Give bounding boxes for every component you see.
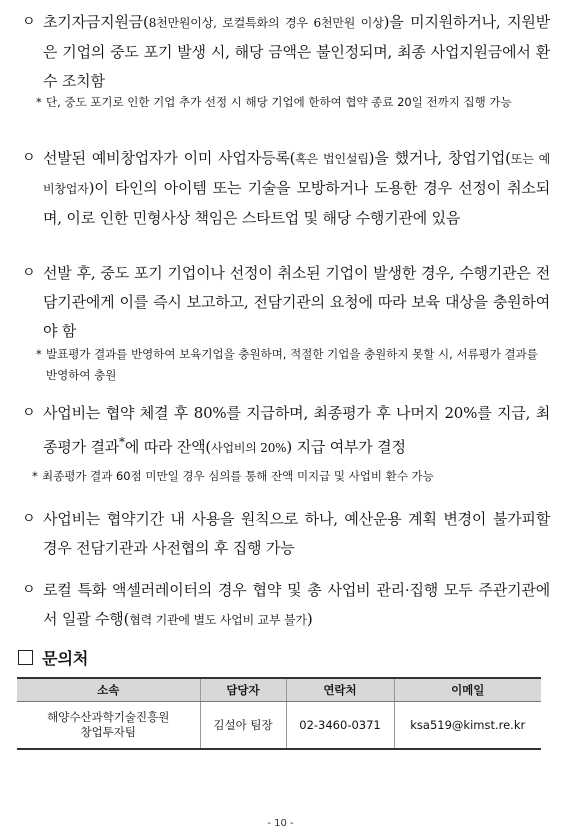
bullet-text-cont: )이 타인의 아이템 또는 기술을 모방하거나 도용한 경우 선정이 취소되며, 이로 인한 민형사상 책임은 스타트업 및 해당 수행기관에 있음 xyxy=(43,179,550,227)
header-phone: 연락처 xyxy=(286,678,394,702)
cell-phone: 02-3460-0371 xyxy=(286,702,394,750)
bullet-text: 사업비는 협약기간 내 사용을 원칙으로 하나, 예산운용 계획 변경이 불가피할 경우 전담기관과 사전협의 후 집행 가능 xyxy=(43,510,550,557)
bullet-text-cont: 에 따라 잔액( xyxy=(124,438,212,456)
note-star: * xyxy=(36,95,42,109)
org-name: 해양수산과학기술진흥원 xyxy=(47,710,170,724)
table-row xyxy=(17,702,541,750)
bullet-item-replacement xyxy=(22,259,550,346)
bullet-paren-text: 혹은 법인설립 xyxy=(295,152,369,166)
bullet-paren-text: 8천만원이상, 로컬특화의 경우 6천만원 이상 xyxy=(148,16,384,30)
contact-table xyxy=(17,677,541,750)
bullet-text: 사업비는 협약 체결 후 80%를 지급하며, 최종평가 후 나머지 20%를 지급, 최종평가 결과 xyxy=(43,404,550,456)
bullet-paren-text: 사업비의 20% xyxy=(211,441,287,455)
note-text: 단, 중도 포기로 인한 기업 추가 선정 시 해당 기업에 한하여 협약 종료 20일 전까지 집행 가능 xyxy=(46,95,512,109)
header-email: 이메일 xyxy=(394,678,541,702)
page-number: - 10 - xyxy=(267,818,294,829)
org-team: 창업투자팀 xyxy=(80,725,137,739)
bullet-text-cont: ) 지급 여부가 결정 xyxy=(286,438,406,456)
bullet-marker: ㅇ xyxy=(22,511,36,527)
bullet-item-budget-usage xyxy=(22,505,550,563)
bullet-marker: ㅇ xyxy=(22,150,36,166)
cell-email: ksa519@kimst.re.kr xyxy=(394,702,541,750)
header-person: 담당자 xyxy=(200,678,286,702)
note-star: * xyxy=(32,469,38,483)
bullet-text: 초기자금지원금( xyxy=(43,13,149,31)
bullet-text: 선발된 예비창업자가 이미 사업자등록( xyxy=(43,149,296,167)
bullet-item-selection-cancel xyxy=(22,144,550,233)
cell-org xyxy=(17,702,200,750)
bullet-text-cont: )을 미지원하거나, 지원받은 기업의 중도 포기 발생 시, 해당 금액은 불인정되며, 최종 사업지원금에서 환수 조치함 xyxy=(43,13,550,90)
bullet-paren-text: 또는 예비창업자 xyxy=(43,152,551,196)
bullet-marker: ㅇ xyxy=(22,405,36,421)
header-org: 소속 xyxy=(17,678,200,702)
note-replacement xyxy=(36,344,546,386)
bullet-item-initial-funds xyxy=(22,8,550,96)
note-text: 최종평가 결과 60점 미만일 경우 심의를 통해 잔액 미지급 및 사업비 환수 가능 xyxy=(42,469,434,483)
bullet-item-local-accelerator xyxy=(22,576,550,635)
footnote-star: * xyxy=(119,435,125,449)
bullet-marker: ㅇ xyxy=(22,14,36,30)
table-header-row xyxy=(17,678,541,702)
note-early-withdrawal xyxy=(36,92,546,113)
bullet-text: 선발 후, 중도 포기 기업이나 선정이 취소된 기업이 발생한 경우, 수행기관은 전담기관에게 이를 즉시 보고하고, 전담기관의 요청에 따라 보육 대상을 충원하여야 함 xyxy=(43,264,550,340)
note-star: * xyxy=(36,347,42,361)
bullet-marker: ㅇ xyxy=(22,265,36,281)
square-bullet-icon xyxy=(18,650,33,665)
contact-title: 문의처 xyxy=(42,649,89,668)
bullet-paren-text: 협력 기관에 별도 사업비 교부 불가 xyxy=(129,613,307,627)
bullet-text-cont: ) xyxy=(306,610,313,628)
bullet-text: 로컬 특화 액셀러레이터의 경우 협약 및 총 사업비 관리·집행 모두 주관기관에서 일괄 수행( xyxy=(43,581,550,628)
note-text: 발표평가 결과를 반영하여 보육기업을 충원하며, 적절한 기업을 충원하지 못할 시, 서류평가 결과를 반영하여 충원 xyxy=(46,347,538,382)
bullet-text-cont: )을 했거나, 창업기업( xyxy=(368,149,511,167)
bullet-marker: ㅇ xyxy=(22,582,36,598)
cell-person: 김설아 팀장 xyxy=(200,702,286,750)
bullet-item-payment xyxy=(22,399,550,463)
contact-section-title xyxy=(18,646,538,672)
note-final-evaluation xyxy=(32,466,542,487)
